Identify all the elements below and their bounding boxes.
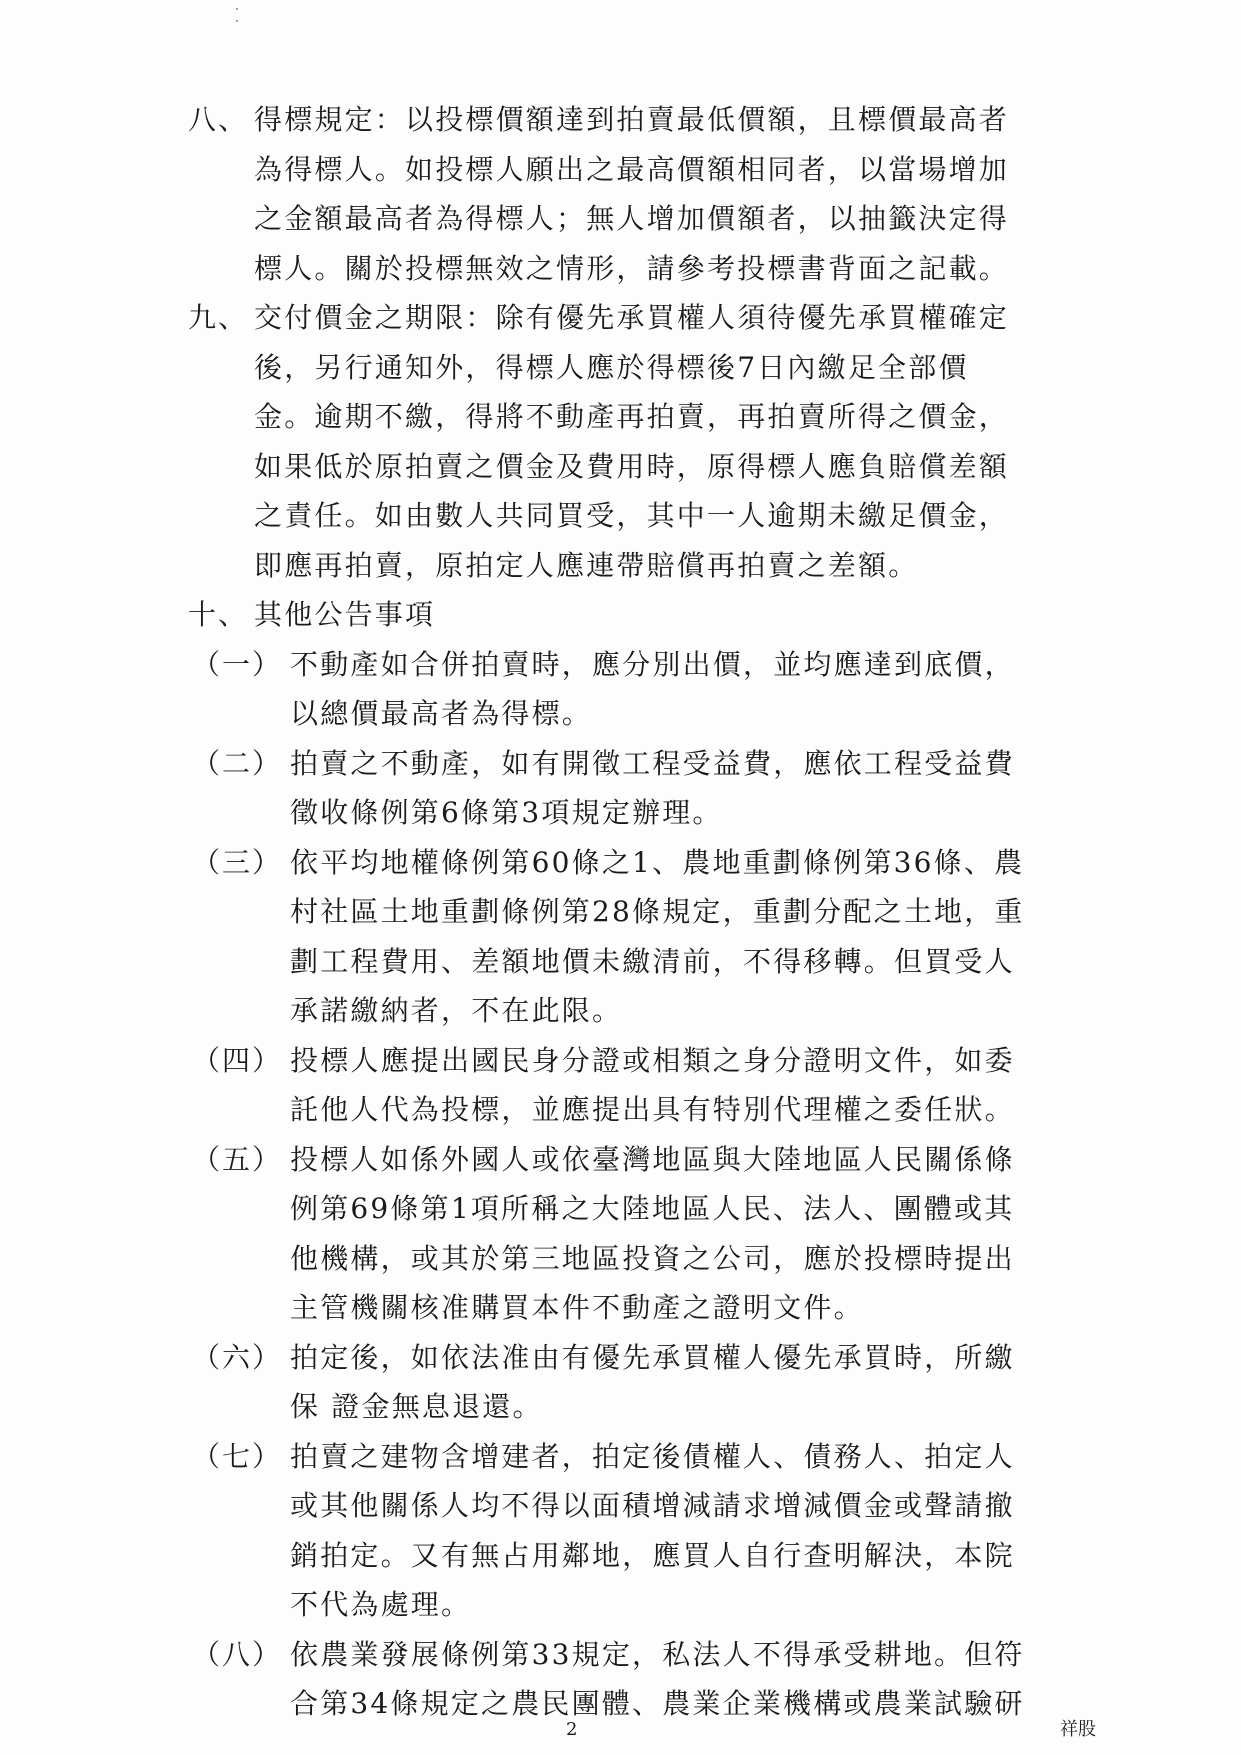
page-number: 2 (566, 1719, 578, 1740)
section-10-heading: 其他公告事項 (254, 598, 436, 631)
section-8-line-1: 得標規定：以投標價額達到拍賣最低價額，且標價最高者 (254, 103, 1010, 136)
item-1-line-2: 以總價最高者為得標。 (290, 697, 593, 730)
item-6-line-2: 保 證金無息退還。 (290, 1390, 543, 1423)
scan-speck (236, 8, 238, 10)
section-9-line-2: 後，另行通知外，得標人應於得標後7日內繳足全部價 (254, 350, 969, 384)
item-1-marker: （一） (192, 647, 283, 681)
item-7-line-2: 或其他關係人均不得以面積增減請求增減價金或聲請撤 (290, 1489, 1015, 1522)
item-3-line-4: 承諾繳納者，不在此限。 (290, 994, 623, 1027)
section-9-line-1: 交付價金之期限：除有優先承買權人須待優先承買權確定 (254, 301, 1010, 334)
section-stamp: 祥股 (1060, 1719, 1096, 1740)
item-7-line-3: 銷拍定。又有無占用鄰地，應買人自行查明解決，本院 (290, 1538, 1015, 1572)
item-3-marker: （三） (192, 845, 283, 879)
item-5-line-4: 主管機關核准購買本件不動產之證明文件。 (290, 1291, 864, 1324)
item-8-line-2: 合第34條規定之農民團體、農業企業機構或農業試驗研 (290, 1687, 1025, 1720)
item-8-line-1: 依農業發展條例第33規定，私法人不得承受耕地。但符 (290, 1637, 1025, 1671)
item-7-line-1: 拍賣之建物含增建者，拍定後債權人、債務人、拍定人 (290, 1439, 1015, 1473)
section-10-marker: 十、 (188, 598, 249, 631)
section-9-line-4: 如果低於原拍賣之價金及費用時，原得標人應負賠償差額 (254, 449, 1010, 483)
item-4-line-2: 託他人代為投標，並應提出具有特別代理權之委任狀。 (290, 1093, 1015, 1126)
section-8-line-2: 為得標人。如投標人願出之最高價額相同者，以當場增加 (254, 152, 1010, 186)
item-8-marker: （八） (192, 1637, 283, 1671)
section-9-line-3: 金。逾期不繳，得將不動產再拍賣，再拍賣所得之價金， (254, 400, 1010, 433)
section-9-line-5: 之責任。如由數人共同買受，其中一人逾期未繳足價金， (254, 499, 1010, 532)
item-5-line-1: 投標人如係外國人或依臺灣地區與大陸地區人民關係條 (290, 1142, 1015, 1176)
section-8-line-4: 標人。關於投標無效之情形，請參考投標書背面之記載。 (254, 251, 1010, 285)
item-7-line-4: 不代為處理。 (290, 1588, 472, 1621)
item-5-line-3: 他機構，或其於第三地區投資之公司，應於投標時提出 (290, 1241, 1015, 1275)
section-9-marker: 九、 (188, 301, 249, 334)
item-5-line-2: 例第69條第1項所稱之大陸地區人民、法人、團體或其 (290, 1192, 1015, 1225)
section-8-marker: 八、 (188, 103, 249, 136)
item-5-marker: （五） (192, 1142, 283, 1176)
item-3-line-1: 依平均地權條例第60條之1、農地重劃條例第36條、農 (290, 845, 1025, 879)
section-8-line-3: 之金額最高者為得標人；無人增加價額者，以抽籤決定得 (254, 202, 1010, 235)
item-7-marker: （七） (192, 1439, 283, 1473)
item-4-line-1: 投標人應提出國民身分證或相類之身分證明文件，如委 (290, 1043, 1015, 1077)
item-4-marker: （四） (192, 1043, 283, 1077)
section-9-line-6: 即應再拍賣，原拍定人應連帶賠償再拍賣之差額。 (254, 548, 919, 582)
item-2-marker: （二） (192, 746, 283, 780)
item-6-marker: （六） (192, 1340, 283, 1374)
scan-speck (236, 20, 238, 22)
item-2-line-1: 拍賣之不動產，如有開徵工程受益費，應依工程受益費 (290, 746, 1015, 780)
item-2-line-2: 徵收條例第6條第3項規定辦理。 (290, 796, 723, 829)
item-6-line-1: 拍定後，如依法准由有優先承買權人優先承買時，所繳 (290, 1340, 1015, 1374)
item-3-line-2: 村社區土地重劃條例第28條規定，重劃分配之土地，重 (290, 895, 1025, 928)
item-1-line-1: 不動產如合併拍賣時，應分別出價，並均應達到底價， (290, 647, 1015, 681)
item-3-line-3: 劃工程費用、差額地價未繳清前，不得移轉。但買受人 (290, 944, 1015, 978)
